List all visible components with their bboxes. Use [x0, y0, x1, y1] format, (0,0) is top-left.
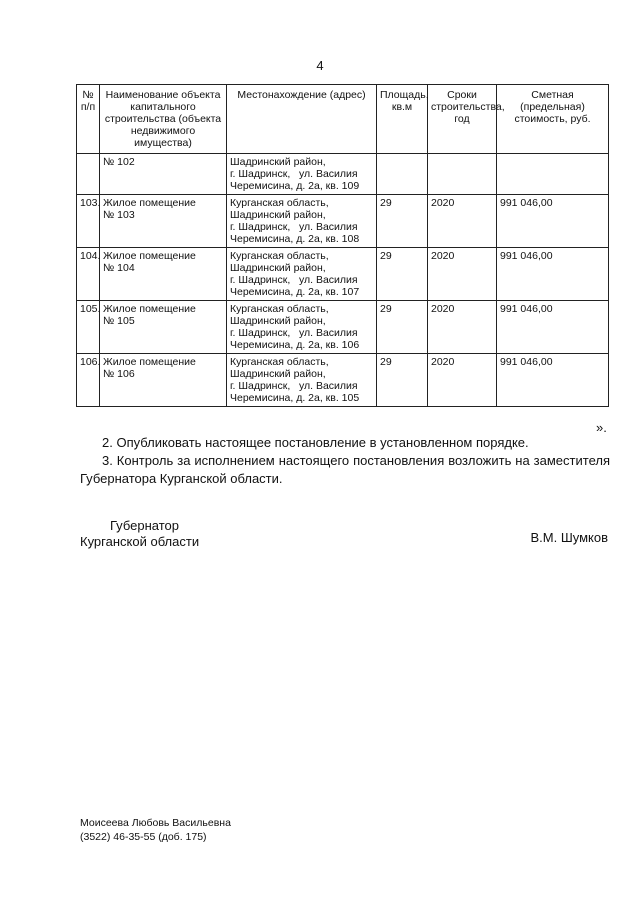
- executor-name: Моисеева Любовь Васильевна: [80, 817, 231, 829]
- table-body: [77, 154, 609, 407]
- cell-cost: 991 046,00: [497, 354, 609, 407]
- signer-title-line2: Курганской области: [80, 534, 200, 549]
- header-num: № п/п: [77, 85, 100, 154]
- cell-address: Курганская область, Шадринский район, г. Шадринск, ул. Василия Черемисина, д. 2а, кв. 106: [227, 301, 377, 354]
- cell-name: Жилое помещение № 106: [100, 354, 227, 407]
- cell-area: 29: [377, 248, 428, 301]
- executor-info: [80, 816, 231, 844]
- cell-area: 29: [377, 354, 428, 407]
- executor-phone: (3522) 46-35-55 (доб. 175): [80, 831, 207, 843]
- table-row: [77, 248, 609, 301]
- cell-area: 29: [377, 195, 428, 248]
- table-row: [77, 195, 609, 248]
- cell-num: 104.: [77, 248, 100, 301]
- paragraph-control: 3. Контроль за исполнением настоящего постановления возложить на заместителя Губернатора Курганской области.: [80, 453, 610, 486]
- closing-quote: ».: [596, 420, 607, 435]
- cell-term: 2020: [428, 248, 497, 301]
- header-cost: Сметная (предельная) стоимость, руб.: [497, 85, 609, 154]
- cell-term: 2020: [428, 354, 497, 407]
- header-address: Местонахождение (адрес): [227, 85, 377, 154]
- cell-address: Курганская область, Шадринский район, г. Шадринск, ул. Василия Черемисина, д. 2а, кв. 107: [227, 248, 377, 301]
- cell-area: [377, 154, 428, 195]
- cell-name: Жилое помещение № 104: [100, 248, 227, 301]
- cell-name: Жилое помещение № 103: [100, 195, 227, 248]
- objects-table: [76, 84, 609, 407]
- cell-cost: 991 046,00: [497, 195, 609, 248]
- signer-name: В.М. Шумков: [530, 530, 608, 545]
- cell-area: 29: [377, 301, 428, 354]
- cell-address: Шадринский район, г. Шадринск, ул. Василия Черемисина, д. 2а, кв. 109: [227, 154, 377, 195]
- table-header: [77, 85, 609, 154]
- cell-term: 2020: [428, 195, 497, 248]
- cell-address: Курганская область, Шадринский район, г. Шадринск, ул. Василия Черемисина, д. 2а, кв. 105: [227, 354, 377, 407]
- signer-title-line1: Губернатор: [110, 518, 179, 533]
- table-row: [77, 354, 609, 407]
- header-area: Площадь, кв.м: [377, 85, 428, 154]
- cell-num: 103.: [77, 195, 100, 248]
- signer-title: [80, 518, 199, 550]
- header-name: Наименование объекта капитального строительства (объекта недвижимого имущества): [100, 85, 227, 154]
- paragraph-publish: 2. Опубликовать настоящее постановление в установленном порядке.: [102, 435, 529, 450]
- cell-name: № 102: [100, 154, 227, 195]
- table-row: [77, 154, 609, 195]
- cell-num: [77, 154, 100, 195]
- header-term: Сроки строительства, год: [428, 85, 497, 154]
- cell-num: 106.: [77, 354, 100, 407]
- table-row: [77, 301, 609, 354]
- cell-address: Курганская область, Шадринский район, г. Шадринск, ул. Василия Черемисина, д. 2а, кв. 108: [227, 195, 377, 248]
- cell-num: 105.: [77, 301, 100, 354]
- cell-term: [428, 154, 497, 195]
- cell-term: 2020: [428, 301, 497, 354]
- cell-name: Жилое помещение № 105: [100, 301, 227, 354]
- cell-cost: 991 046,00: [497, 248, 609, 301]
- cell-cost: [497, 154, 609, 195]
- cell-cost: 991 046,00: [497, 301, 609, 354]
- page-number: 4: [316, 58, 324, 73]
